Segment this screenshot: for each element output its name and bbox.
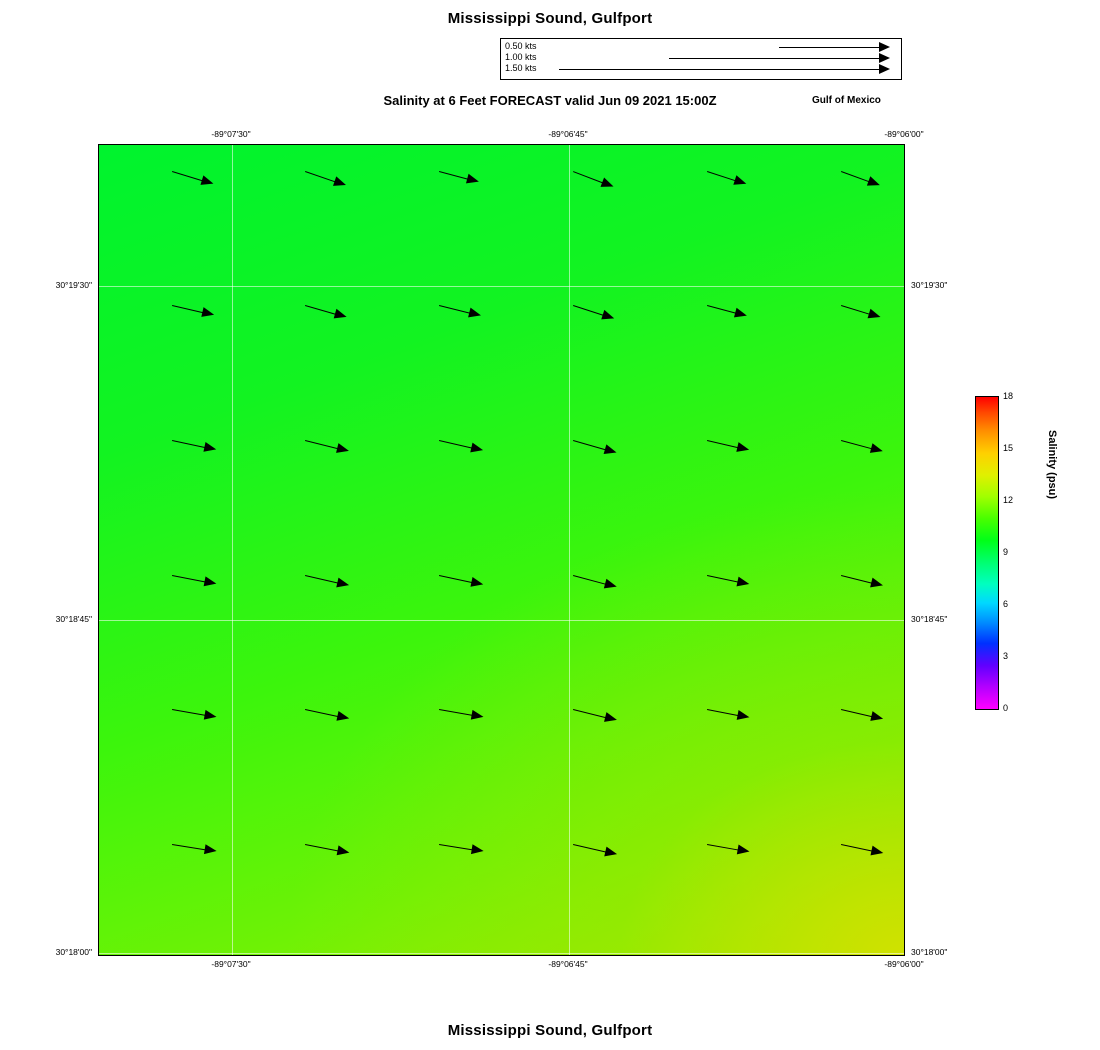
colorbar-tick-label: 6	[1003, 599, 1009, 609]
colorbar-tick-label: 12	[1003, 495, 1014, 505]
colorbar-title: Salinity (psu)	[1046, 430, 1058, 500]
gridline-vertical	[569, 145, 570, 955]
arrow-head-icon	[471, 577, 485, 589]
chart-subtitle: Salinity at 6 Feet FORECAST valid Jun 09 2021 15:00Z	[383, 93, 717, 108]
vector-key-shaft	[559, 69, 879, 70]
axis-tick-label: 30°18'00"	[911, 947, 948, 957]
axis-tick-label: 30°18'00"	[55, 947, 92, 957]
arrow-head-icon	[204, 844, 217, 856]
arrow-head-icon	[204, 576, 218, 588]
vector-key-label: 0.50 kts	[505, 41, 537, 51]
axis-tick-label: 30°18'45"	[55, 614, 92, 624]
axis-tick-label: -89°06'45"	[548, 959, 588, 969]
gridline-horizontal	[99, 620, 904, 621]
axis-tick-label: -89°07'30"	[211, 959, 251, 969]
salinity-color-field	[99, 145, 904, 955]
page-title: Mississippi Sound, Gulfport	[447, 10, 653, 27]
axis-tick-label: -89°07'30"	[211, 129, 251, 139]
colorbar-gradient	[975, 396, 999, 710]
gridline-horizontal	[99, 286, 904, 287]
arrow-head-icon	[871, 846, 885, 858]
colorbar	[975, 391, 1014, 713]
arrow-head-icon	[337, 845, 351, 857]
vector-key-shaft	[669, 58, 879, 59]
page-footer-title: Mississippi Sound, Gulfport	[447, 1022, 653, 1039]
arrow-head-icon	[879, 64, 890, 74]
arrow-head-icon	[471, 710, 485, 722]
vector-key-row	[501, 53, 901, 64]
arrow-head-icon	[879, 42, 890, 52]
salinity-map-plot[interactable]	[98, 144, 905, 956]
arrow-head-icon	[204, 710, 218, 722]
vector-scale-key	[500, 38, 902, 80]
arrow-head-icon	[471, 844, 484, 856]
gridline-vertical	[232, 145, 233, 955]
colorbar-tick-label: 18	[1003, 391, 1014, 401]
colorbar-tick-label: 0	[1003, 703, 1009, 713]
region-label: Gulf of Mexico	[812, 95, 881, 106]
vector-key-shaft	[779, 47, 879, 48]
vector-key-row	[501, 42, 901, 53]
gridline-horizontal	[99, 953, 904, 954]
vector-key-row	[501, 64, 901, 75]
axis-tick-label: 30°19'30"	[55, 280, 92, 290]
axis-tick-label: 30°18'45"	[911, 614, 948, 624]
arrow-head-icon	[337, 711, 351, 723]
arrow-head-icon	[737, 845, 751, 857]
axis-tick-label: 30°19'30"	[911, 280, 948, 290]
axis-tick-label: -89°06'00"	[884, 129, 924, 139]
colorbar-tick-label: 9	[1003, 547, 1009, 557]
arrow-head-icon	[737, 710, 751, 722]
axis-tick-label: -89°06'45"	[548, 129, 588, 139]
arrow-head-icon	[204, 442, 218, 454]
axis-tick-label: -89°06'00"	[884, 959, 924, 969]
colorbar-tick-label: 15	[1003, 443, 1014, 453]
arrow-head-icon	[879, 53, 890, 63]
vector-key-label: 1.00 kts	[505, 52, 537, 62]
arrow-head-icon	[737, 577, 751, 589]
colorbar-tick-label: 3	[1003, 651, 1009, 661]
vector-key-label: 1.50 kts	[505, 63, 537, 73]
